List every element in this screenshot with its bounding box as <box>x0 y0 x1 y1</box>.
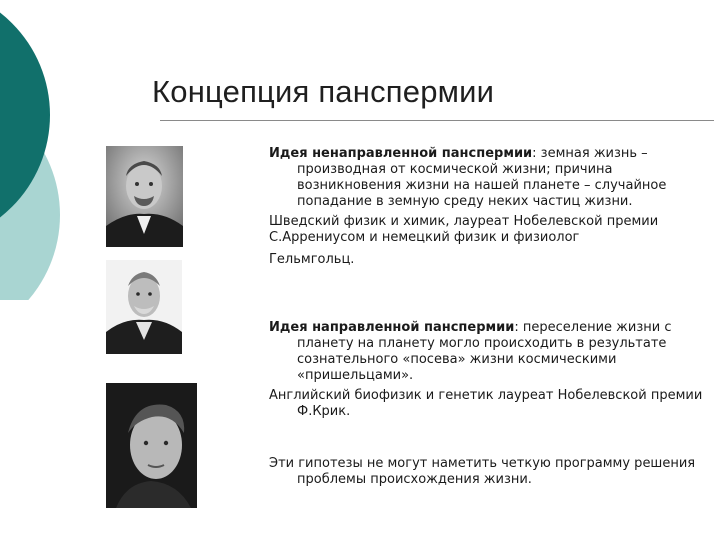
directed-panspermia-section <box>269 320 717 420</box>
undirected-definition-text: : земная жизнь – производная от космической жизни; причина возникновения жизни на нашей планете – случайное попадание в земную среду неких частиц жизни. <box>297 146 667 209</box>
undirected-panspermia-section <box>269 146 717 268</box>
undirected-authors-end: Гельмгольц. <box>269 252 355 267</box>
undirected-term: Идея ненаправленной панспермии <box>269 146 533 161</box>
directed-authors: Английский биофизик и генетик лауреат Нобелевской премии Ф.Крик. <box>269 388 703 419</box>
directed-term: Идея направленной панспермии <box>269 320 515 335</box>
directed-definition-text: : переселение жизни с планету на планету могло происходить в результате сознательного «посева» жизни космическими «пришельцами». <box>297 320 672 383</box>
conclusion-section <box>269 456 717 488</box>
title-divider <box>160 120 714 121</box>
directed-definition <box>269 320 717 384</box>
slide-title: Концепция панспермии <box>152 74 495 109</box>
portrait-helmholtz <box>106 260 182 354</box>
corner-decoration <box>0 0 80 300</box>
portrait-arrhenius <box>106 146 183 247</box>
undirected-definition <box>269 146 717 210</box>
conclusion-text: Эти гипотезы не могут наметить четкую программу решения проблемы происхождения жизни. <box>269 456 696 487</box>
undirected-authors: Шведский физик и химик, лауреат Нобелевской премии С.Аррениусом и немецкий физик и физиолог <box>269 214 659 245</box>
portrait-crick <box>106 383 197 508</box>
